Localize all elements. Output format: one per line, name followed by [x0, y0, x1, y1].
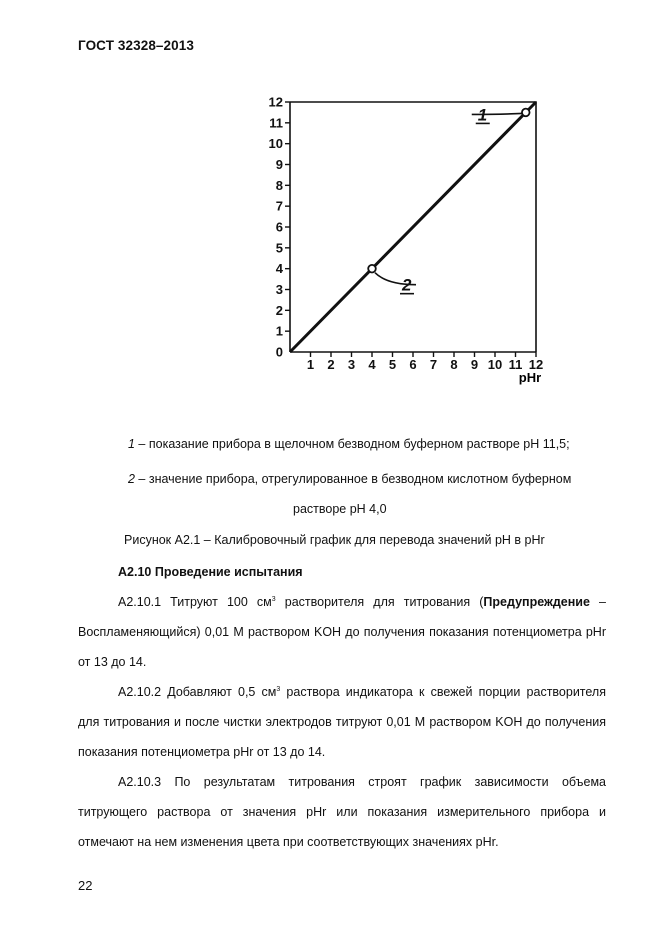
p1-part-a: А2.10.1 Титруют 100 см — [118, 595, 272, 609]
x-tick-label: 3 — [347, 357, 356, 372]
page-number: 22 — [78, 878, 93, 893]
x-tick-label: 12 — [528, 357, 544, 372]
x-axis-ticks — [307, 352, 543, 372]
p2-superscript: 3 — [276, 686, 281, 693]
paragraph-a2-10-2 — [78, 677, 606, 767]
y-tick-label: 6 — [275, 219, 283, 235]
x-tick-label: 4 — [368, 357, 376, 372]
y-tick-label: 3 — [275, 282, 283, 297]
section-heading: А2.10 Проведение испытания — [118, 565, 303, 579]
y-tick-label: 0 — [275, 344, 283, 360]
point-marker-1 — [522, 109, 530, 117]
y-tick-label: 8 — [275, 177, 283, 193]
y-tick-label: 9 — [275, 157, 283, 172]
figure-caption: Рисунок А2.1 – Калибровочный график для перевода значений pH в pHr — [124, 533, 545, 547]
calibration-chart — [240, 92, 560, 392]
section-body — [78, 587, 606, 857]
chart-series — [290, 102, 536, 352]
p2-part-b: раствора индикатора к свежей порции растворителя для титрования и после чистки электродов титруют 0,01 М раствором KOH до получения показания потенциометра pHr от 13 до 14. — [78, 685, 606, 759]
x-tick-label: 7 — [429, 357, 438, 372]
legend-item-2-text: – значение прибора, отрегулированное в безводном кислотном буферном — [134, 472, 572, 486]
legend-item-1 — [128, 437, 570, 451]
legend-item-2-number: 2 — [128, 472, 135, 486]
y-tick-label: 2 — [275, 302, 283, 318]
calibration-line — [290, 102, 536, 352]
legend-item-1-number: 1 — [128, 437, 135, 451]
x-tick-label: 2 — [327, 357, 335, 372]
y-axis-ticks — [269, 95, 290, 360]
paragraph-a2-10-3: А2.10.3 По результатам титрования строят график зависимости объема титрующего раствора от значения pHr или показания измерительного прибора и отмечают на нем изменения цвета при соответствующих значениях pHr. — [78, 775, 606, 849]
p1-part-c: – Воспламеняющийся) 0,01 М раствором KOH до получения показания потенциометра pHr от 13 до 14. — [78, 595, 606, 669]
p1-warning: Предупреждение — [483, 595, 590, 609]
x-axis-label: pHr — [518, 370, 542, 385]
x-tick-label: 5 — [388, 357, 397, 372]
paragraph-a2-10-1 — [78, 587, 606, 677]
legend-item-2-continuation: растворе pH 4,0 — [293, 502, 387, 516]
x-tick-label: 1 — [306, 357, 315, 372]
legend-item-2 — [128, 472, 571, 486]
y-tick-label: 4 — [275, 261, 283, 277]
y-tick-label: 5 — [275, 240, 283, 256]
document-header: ГОСТ 32328–2013 — [78, 38, 194, 53]
x-tick-label: 8 — [450, 357, 458, 372]
y-tick-label: 1 — [275, 323, 283, 339]
legend-item-1-text: – показание прибора в щелочном безводном буферном растворе pH 11,5; — [134, 437, 570, 451]
p1-part-b: растворителя для титрования ( — [275, 595, 484, 609]
y-tick-label: 10 — [268, 136, 283, 152]
point-label-1: 1 — [477, 105, 488, 125]
x-tick-label: 10 — [487, 357, 503, 372]
point-label-2: 2 — [402, 275, 412, 295]
x-tick-label: 9 — [470, 357, 479, 372]
y-tick-label: 11 — [269, 115, 283, 131]
p2-part-a: А2.10.2 Добавляют 0,5 см — [118, 685, 277, 699]
x-tick-label: 6 — [409, 357, 417, 372]
p1-superscript: 3 — [271, 596, 276, 603]
y-tick-label: 12 — [268, 94, 283, 110]
point-marker-2 — [368, 265, 376, 273]
x-tick-label: 11 — [508, 357, 523, 372]
y-tick-label: 7 — [275, 198, 283, 214]
